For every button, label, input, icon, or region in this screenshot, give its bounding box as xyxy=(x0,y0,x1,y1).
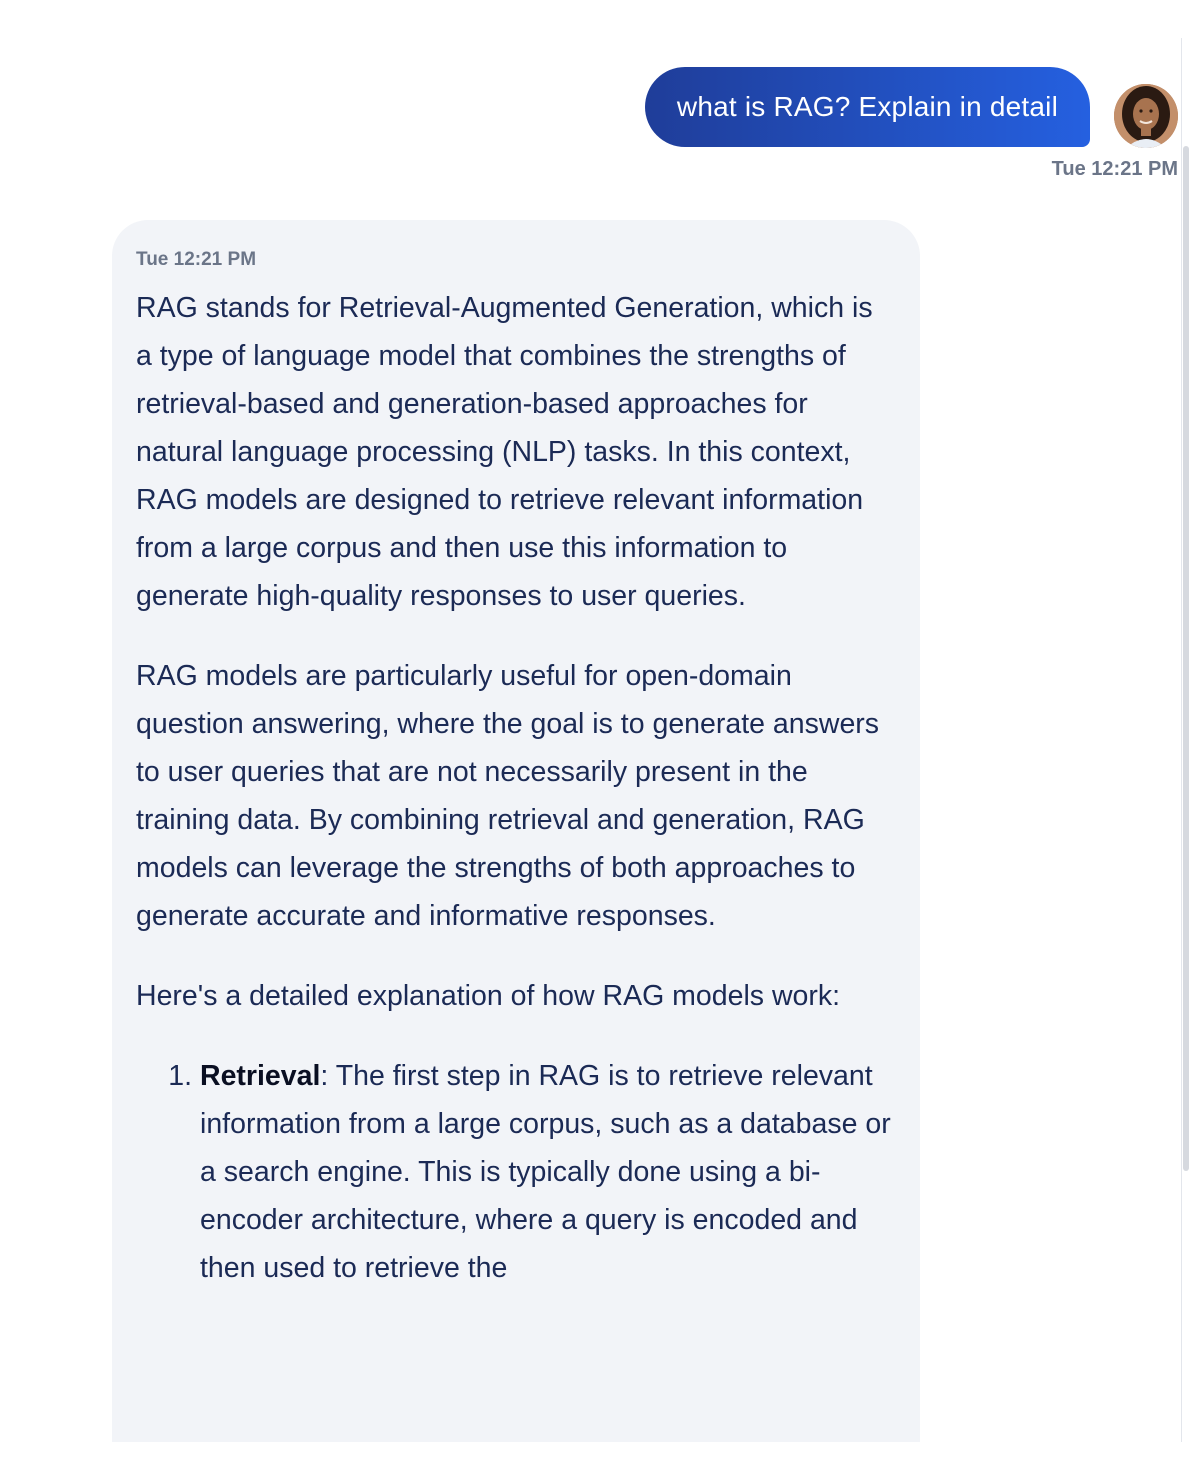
assistant-paragraph: RAG stands for Retrieval-Augmented Generation, which is a type of language model that combines the strengths of retrieval-based and generation-based approaches for natural language processing (NLP) tasks. In this context, RAG models are designed to retrieve relevant information from a large corpus and then use this information to generate high-quality responses to user queries. xyxy=(136,292,873,612)
scrollbar-track[interactable] xyxy=(1181,38,1190,1442)
list-item xyxy=(136,1052,896,1292)
scrollbar-thumb[interactable] xyxy=(1183,146,1189,1171)
assistant-numbered-list xyxy=(136,1052,896,1292)
user-message-text: what is RAG? Explain in detail xyxy=(676,91,1058,122)
user-message-timestamp: Tue 12:21 PM xyxy=(1051,158,1178,180)
list-item-text: : The first step in RAG is to retrieve relevant information from a large corpus, such as a database or a search engine. This is typically done using a bi-encoder architecture, where a query is encoded and then used to retrieve the xyxy=(200,1060,891,1284)
assistant-paragraph: Here's a detailed explanation of how RAG models work: xyxy=(136,980,841,1012)
bottom-edge xyxy=(0,1442,1190,1474)
user-avatar[interactable] xyxy=(1114,84,1178,148)
assistant-message-timestamp: Tue 12:21 PM xyxy=(136,249,257,270)
user-message-bubble xyxy=(645,67,1090,147)
list-item-body xyxy=(200,1052,896,1292)
assistant-paragraph: RAG models are particularly useful for open-domain question answering, where the goal is to generate answers to user queries that are not necessarily present in the training data. By combining retrieval and generation, RAG models can leverage the strengths of both approaches to generate accurate and informative responses. xyxy=(136,660,880,932)
list-item-title: Retrieval xyxy=(200,1060,321,1092)
list-item-number: 1. xyxy=(168,1060,192,1092)
assistant-message-bubble xyxy=(112,220,920,1474)
user-avatar-image xyxy=(1114,84,1178,148)
